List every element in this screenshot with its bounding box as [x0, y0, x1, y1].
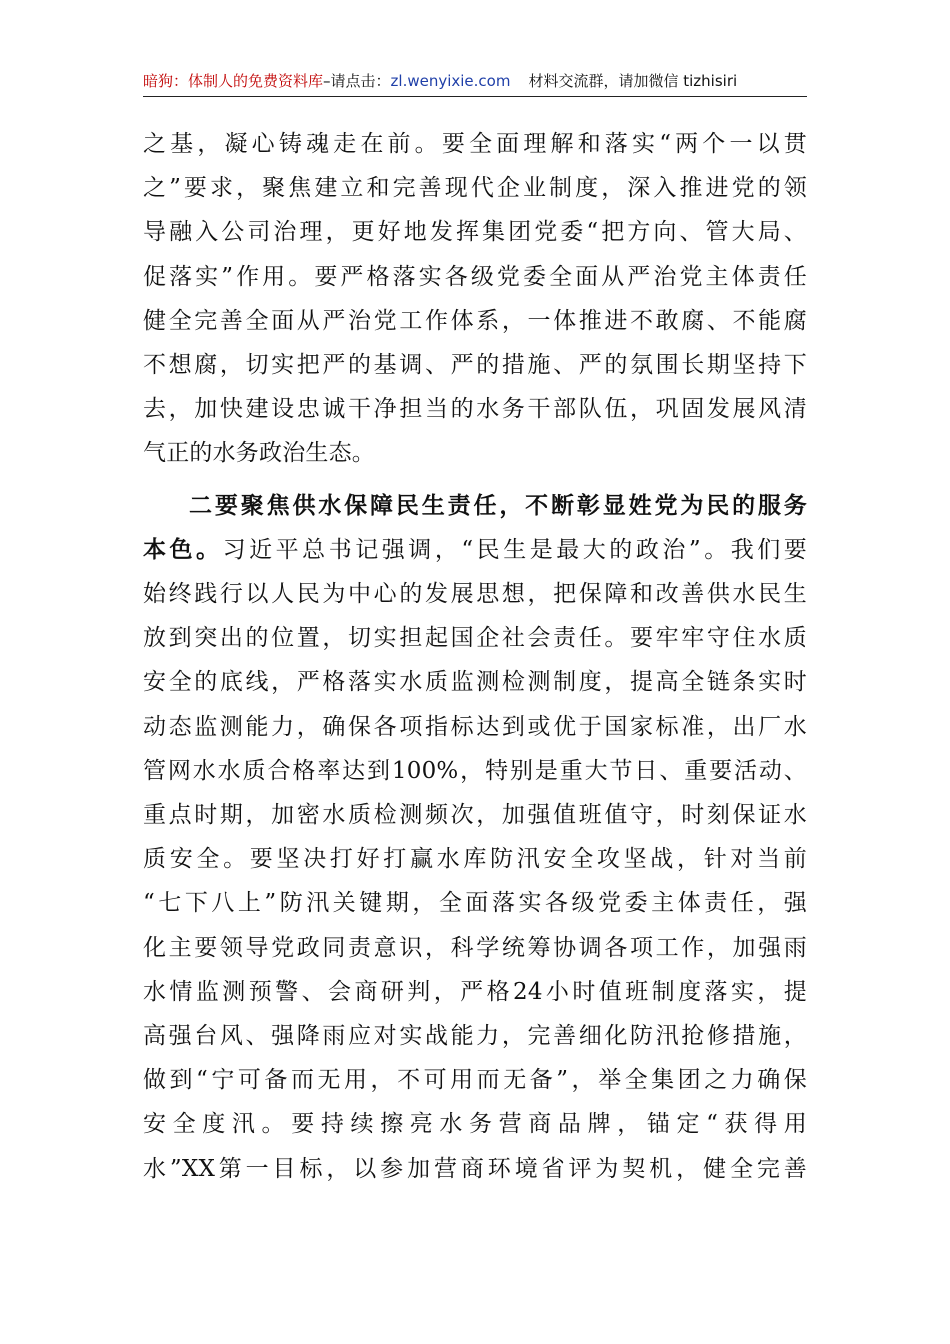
text-line: 导融入公司治理，更好地发挥集团党委“把方向、管大局、	[143, 219, 807, 246]
text-line: 促落实”作用。要严格落实各级党委全面从严治党主体责任	[143, 263, 807, 290]
text-line: 高强台风、强降雨应对实战能力，完善细化防汛抢修措施，	[143, 1023, 807, 1050]
text-line: 化主要领导党政同责意识，科学统筹协调各项工作，加强雨	[143, 934, 807, 961]
text-line: 放到突出的位置，切实担起国企社会责任。要牢牢守住水质	[143, 625, 807, 652]
header-contact-text: 材料交流群，请加微信 tizhisiri	[528, 72, 738, 90]
text-line: 安全的底线，严格落实水质监测检测制度，提高全链条实时	[143, 669, 807, 696]
text-line: 去，加快建设忠诚干净担当的水务干部队伍，巩固发展风清	[143, 396, 807, 423]
paragraph-heading-end: 本色。	[143, 535, 223, 563]
text-line: 水情监测预警、会商研判，严格24小时值班制度落实，提	[143, 978, 807, 1005]
paragraph-heading: 二要聚焦供水保障民生责任，不断彰显姓党为民的服务	[189, 491, 807, 519]
header-promo-text: 暗狗：体制人的免费资料库	[143, 72, 324, 90]
text-line: 管网水水质合格率达到100%，特别是重大节日、重要活动、	[143, 757, 807, 784]
text-line: 之”要求，聚焦建立和完善现代企业制度，深入推进党的领	[143, 175, 807, 202]
text-line: 不想腐，切实把严的基调、严的措施、严的氛围长期坚持下	[143, 352, 807, 379]
page-header	[143, 66, 807, 97]
text-line: 之基，凝心铸魂走在前。要全面理解和落实“两个一以贯	[143, 131, 807, 157]
document-body	[143, 122, 807, 1191]
text-line: 动态监测能力，确保各项指标达到或优于国家标准，出厂水	[143, 713, 807, 740]
header-link-prefix: –请点击：	[323, 72, 391, 90]
text-line: 重点时期，加密水质检测频次，加强值班值守，时刻保证水	[143, 802, 807, 829]
text-line-rest: 习近平总书记强调，“民生是最大的政治”。我们要	[222, 536, 807, 563]
text-line: 质安全。要坚决打好打赢水库防汛安全攻坚战，针对当前	[143, 846, 807, 873]
header-link[interactable]: zl.wenyixie.com	[390, 72, 511, 90]
text-line: “七下八上”防汛关键期，全面落实各级党委主体责任，强	[143, 890, 807, 917]
text-line: 健全完善全面从严治党工作体系，一体推进不敢腐、不能腐	[143, 307, 807, 334]
text-line	[143, 528, 807, 572]
paragraph-2	[143, 484, 807, 1191]
text-line: 水”XX第一目标，以参加营商环境省评为契机，健全完善	[143, 1155, 807, 1182]
text-line: 气正的水务政治生态。	[143, 440, 375, 467]
text-line: 安全度汛。要持续擦亮水务营商品牌，锚定“获得用	[143, 1111, 807, 1138]
text-line: 做到“宁可备而无用，不可用而无备”，举全集团之力确保	[143, 1067, 807, 1094]
paragraph-1	[143, 122, 807, 476]
text-line: 始终践行以人民为中心的发展思想，把保障和改善供水民生	[143, 581, 807, 608]
